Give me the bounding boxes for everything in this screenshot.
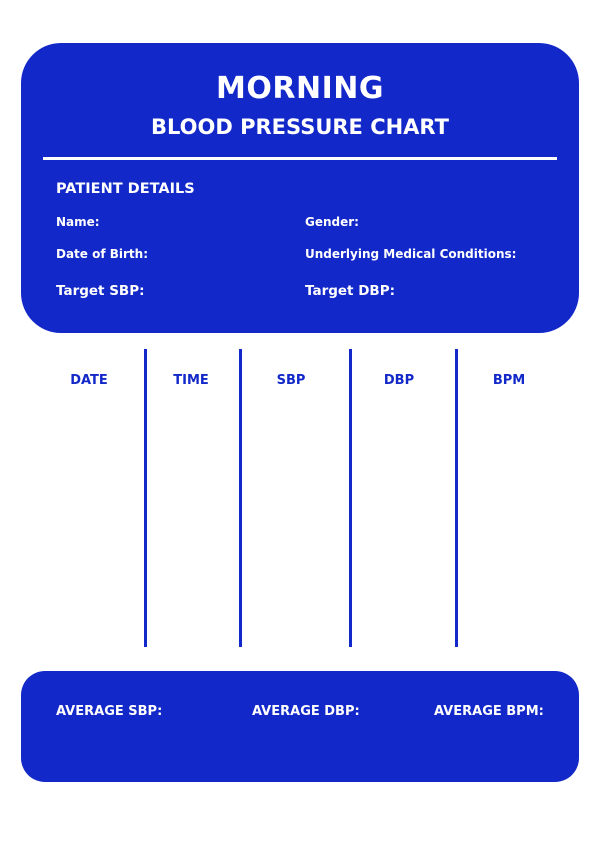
average-dbp-label: AVERAGE DBP: [252, 704, 360, 719]
column-header-time: TIME [173, 373, 209, 388]
header-card [21, 43, 579, 333]
averages-card [21, 671, 579, 782]
name-field-label: Name: [56, 215, 100, 229]
column-divider [455, 349, 458, 647]
average-sbp-label: AVERAGE SBP: [56, 704, 163, 719]
dob-field-label: Date of Birth: [56, 247, 149, 261]
column-header-sbp: SBP [276, 373, 306, 388]
column-divider [144, 349, 147, 647]
chart-subtitle: BLOOD PRESSURE CHART [151, 115, 449, 139]
conditions-field-label: Underlying Medical Conditions: [305, 247, 517, 261]
column-header-date: DATE [70, 373, 108, 388]
header-divider [43, 157, 557, 160]
column-divider [239, 349, 242, 647]
column-header-dbp: DBP [383, 373, 415, 388]
average-bpm-label: AVERAGE BPM: [434, 704, 544, 719]
chart-title: MORNING [216, 71, 384, 106]
target-sbp-label: Target SBP: [56, 283, 145, 299]
gender-field-label: Gender: [305, 215, 359, 229]
target-dbp-label: Target DBP: [305, 283, 395, 299]
column-header-bpm: BPM [492, 373, 526, 388]
column-divider [349, 349, 352, 647]
patient-details-heading: PATIENT DETAILS [56, 181, 195, 197]
